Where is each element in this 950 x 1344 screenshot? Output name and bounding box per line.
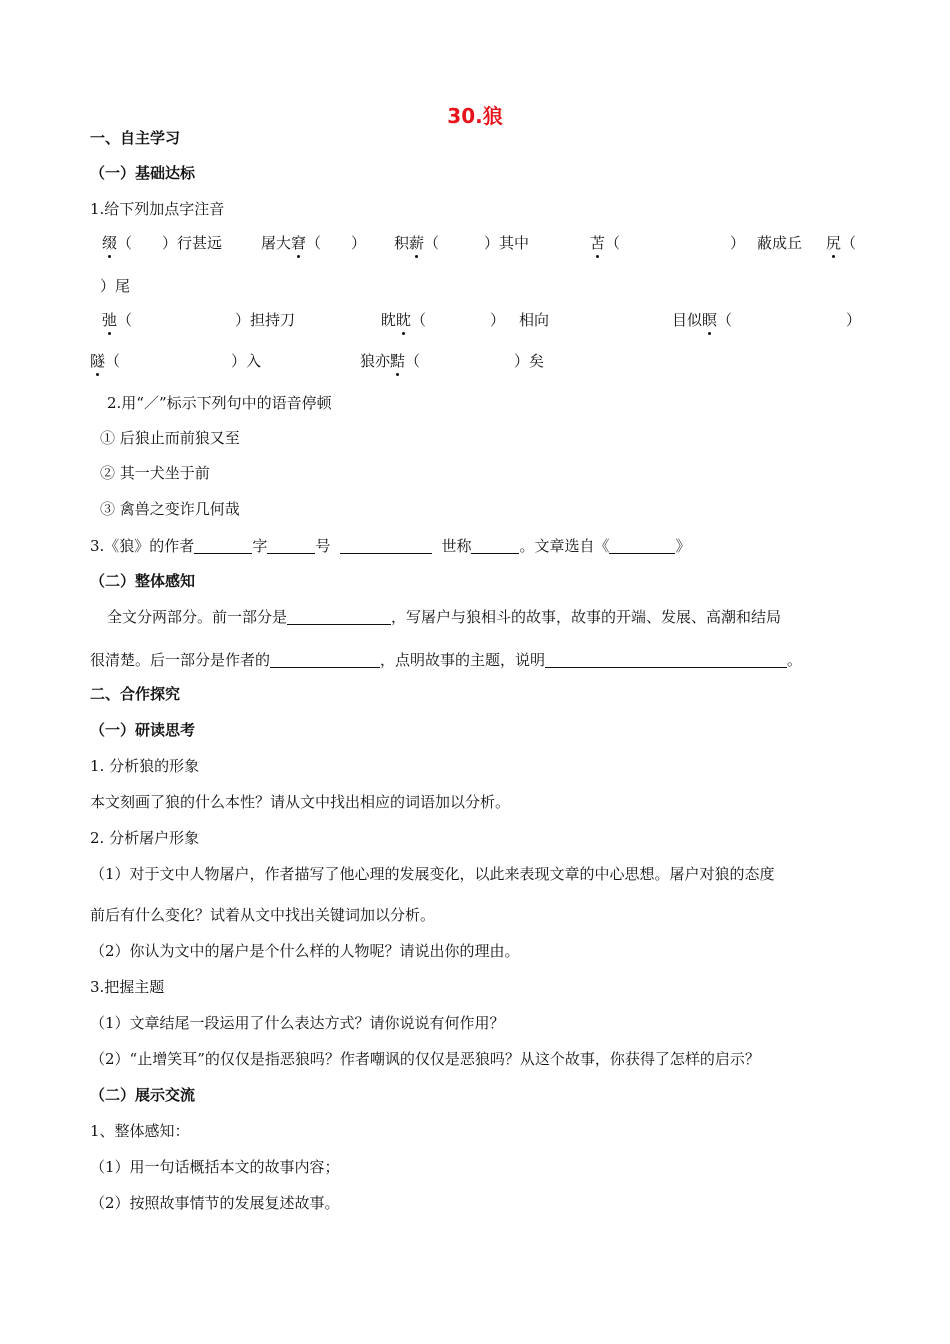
dotted-char: 隧 <box>90 352 106 370</box>
subsection-heading-exchange: （二）展示交流 <box>90 1086 196 1104</box>
pinyin-item: ） <box>846 311 862 329</box>
dotted-char: 瞑 <box>702 311 718 329</box>
list-item: ② 其一犬坐于前 <box>100 464 210 482</box>
dotted-char: 窘 <box>291 234 307 252</box>
prompt-2-1b: 前后有什么变化？试着从文中找出关键词加以分析。 <box>90 906 436 924</box>
pinyin-item: 相向 <box>519 311 550 329</box>
page-title: 30.狼 <box>447 104 503 128</box>
blank-second-part[interactable] <box>270 652 380 668</box>
dotted-char: 尻 <box>826 234 842 252</box>
pinyin-item: 蔽成丘 <box>757 234 803 252</box>
prompt-2-2: （2）你认为文中的屠户是个什么样的人物呢？请说出你的理由。 <box>90 942 520 960</box>
blank-courtesy-name[interactable] <box>267 538 315 554</box>
list-item: ③ 禽兽之变诈几何哉 <box>100 500 240 518</box>
section-heading-cooperative: 二、合作探究 <box>90 685 181 703</box>
prompt-3: 3.把握主题 <box>90 978 165 996</box>
section-heading-self-study: 一、自主学习 <box>90 129 181 147</box>
dotted-char: 弛 <box>102 311 118 329</box>
prompt-2-1a: （1）对于文中人物屠户，作者描写了他心理的发展变化，以此来表现文章的中心思想。屠户对狼的态度 <box>90 865 775 883</box>
question-3: 3.《狼》的作者 字 号 世称 。文章选自《 》 <box>90 537 691 555</box>
prompt-3-2: （2）“止增笑耳”的仅仅是指恶狼吗？作者嘲讽的仅仅是恶狼吗？从这个故事，你获得了怎样的启示？ <box>90 1050 760 1068</box>
exchange-1-2: （2）按照故事情节的发展复述故事。 <box>90 1194 340 1212</box>
overall-line-2: 很清楚。后一部分是作者的 ，点明故事的主题，说明 。 <box>90 651 803 669</box>
subsection-heading-basics: （一）基础达标 <box>90 164 196 182</box>
pinyin-item: ）矣 <box>514 352 545 370</box>
blank-source-book[interactable] <box>609 538 675 554</box>
prompt-1-text: 本文刻画了狼的什么本性？请从文中找出相应的词语加以分析。 <box>90 793 511 811</box>
pinyin-item: 尻（ <box>826 234 857 252</box>
dotted-char: 黠 <box>390 352 406 370</box>
dotted-char: 薪 <box>409 234 425 252</box>
pinyin-item: 隧（ <box>90 352 121 370</box>
pinyin-item: 狼亦黠（ <box>360 352 421 370</box>
blank-pseudonym[interactable] <box>340 538 432 554</box>
blank-first-part[interactable] <box>287 609 391 625</box>
pinyin-item: ）尾 <box>100 277 131 295</box>
prompt-3-1: （1）文章结尾一段运用了什么表达方式？请你说说有何作用？ <box>90 1014 505 1032</box>
prompt-2: 2. 分析屠户形象 <box>90 829 200 847</box>
exchange-1: 1、整体感知： <box>90 1122 190 1140</box>
pinyin-item: 弛（ <box>102 311 133 329</box>
question-1: 1.给下列加点字注音 <box>90 200 225 218</box>
pinyin-item: 缀（ ）行甚远 <box>102 234 223 252</box>
pinyin-item: ）入 <box>231 352 262 370</box>
pinyin-item: ）担持刀 <box>235 311 296 329</box>
blank-author[interactable] <box>194 538 252 554</box>
question-2: 2.用“／”标示下列句中的语音停顿 <box>107 394 332 412</box>
overall-line-1: 全文分两部分。前一部分是 ，写屠户与狼相斗的故事，故事的开端、发展、高潮和结局 <box>107 608 782 626</box>
pinyin-item: 积薪（ ）其中 <box>394 234 530 252</box>
pinyin-item: 眈眈（ <box>381 311 427 329</box>
subsection-heading-study: （一）研读思考 <box>90 721 196 739</box>
blank-explanation[interactable] <box>545 652 787 668</box>
pinyin-item: 苫（ <box>590 234 621 252</box>
dotted-char: 苫 <box>590 234 606 252</box>
prompt-1: 1. 分析狼的形象 <box>90 757 200 775</box>
pinyin-item: ） <box>490 311 506 329</box>
list-item: ① 后狼止而前狼又至 <box>100 429 240 447</box>
blank-known-as[interactable] <box>471 538 519 554</box>
pinyin-item: 屠大窘（ ） <box>261 234 367 252</box>
subsection-heading-overall: （二）整体感知 <box>90 572 196 590</box>
dotted-char: 眈 <box>396 311 412 329</box>
pinyin-item: ） <box>730 234 746 252</box>
dotted-char: 缀 <box>102 234 118 252</box>
pinyin-item: 目似瞑（ <box>672 311 733 329</box>
exchange-1-1: （1）用一句话概括本文的故事内容； <box>90 1158 340 1176</box>
